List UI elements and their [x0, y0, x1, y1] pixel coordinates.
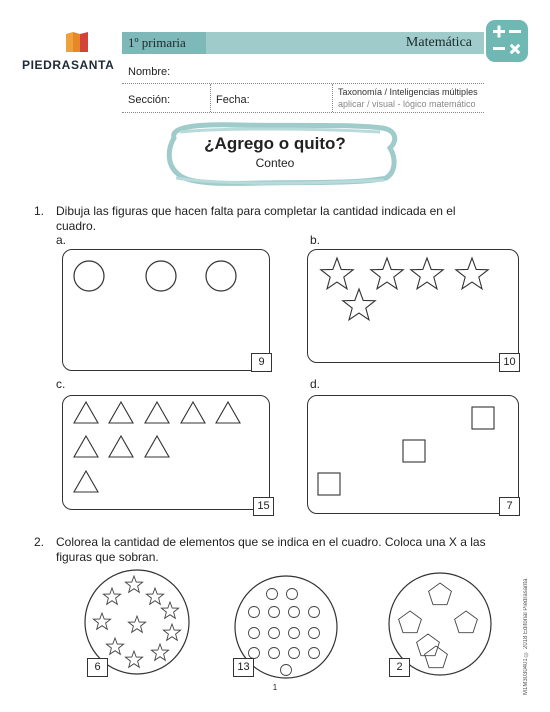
copyright-note: M1M3030401 © 2018 Editorial Piedrasanta: [523, 578, 529, 695]
circle-icon: [309, 628, 320, 639]
panel-letter: a.: [56, 233, 67, 247]
triangle-icon: [109, 436, 133, 457]
circle-icon: [309, 607, 320, 618]
triangle-icon: [74, 471, 98, 492]
triangle-icon: [74, 402, 98, 423]
star-icon: [125, 651, 142, 667]
divider: [332, 84, 333, 112]
triangle-icon: [181, 402, 205, 423]
square-shapes: [307, 395, 517, 512]
triangle-icon: [216, 402, 240, 423]
circle-icon: [249, 607, 260, 618]
triangle-shapes: [62, 395, 268, 508]
circle-icon: [309, 648, 320, 659]
taxonomy-title: Taxonomía / Inteligencias múltiples: [338, 87, 478, 97]
divider: [210, 84, 211, 112]
name-field[interactable]: [122, 83, 484, 84]
page-number: 1: [272, 683, 278, 692]
star-shapes: [307, 249, 517, 361]
star-icon: [411, 258, 443, 289]
page-subtitle: Conteo: [255, 156, 295, 170]
circle-icon: [269, 628, 280, 639]
target-count-box: 13: [233, 658, 254, 677]
star-icon: [163, 624, 180, 640]
star-icon: [321, 258, 353, 289]
question-text: Dibuja las figuras que hacen falta para completar la cantidad indicada en el cuadro.: [56, 204, 456, 233]
section-field[interactable]: [122, 112, 484, 113]
panel-letter: b.: [310, 233, 321, 247]
star-icon: [146, 588, 163, 604]
target-count-box: 9: [251, 353, 272, 372]
date-label: Fecha:: [216, 94, 250, 106]
triangle-icon: [109, 402, 133, 423]
circle-icon: [281, 665, 292, 676]
question-number: 2.: [34, 535, 45, 549]
star-icon: [161, 602, 178, 618]
pentagon-icon: [417, 634, 440, 656]
question-number: 1.: [34, 204, 45, 218]
triangle-icon: [145, 402, 169, 423]
pentagon-icon: [425, 646, 448, 668]
circle-icon: [289, 628, 300, 639]
target-count-box: 2: [389, 658, 410, 677]
star-icon: [151, 644, 168, 660]
circle-icon: [267, 589, 278, 600]
brand-name: PIEDRASANTA: [22, 58, 115, 72]
triangle-icon: [74, 436, 98, 457]
piedrasanta-logo-icon: [64, 30, 90, 54]
name-label: Nombre:: [128, 66, 171, 78]
taxonomy-values: aplicar / visual - lógico matemático: [338, 99, 476, 109]
target-count-box: 6: [87, 658, 108, 677]
triangle-icon: [145, 436, 169, 457]
circle-icon: [289, 648, 300, 659]
star-icon: [343, 289, 375, 320]
circle-icon: [249, 628, 260, 639]
title-brush-stroke: [160, 118, 400, 190]
panel-letter: c.: [56, 377, 66, 391]
circle-shapes: [62, 249, 268, 369]
pentagon-icon: [455, 611, 478, 633]
square-icon: [318, 473, 340, 495]
star-icon: [93, 613, 110, 629]
star-icon: [128, 616, 145, 632]
subject-label: Matemática: [405, 35, 472, 50]
target-count-box: 15: [253, 497, 274, 516]
grade-label: 1º primaria: [128, 35, 186, 50]
circle-icon: [74, 261, 104, 291]
circle-icon: [269, 648, 280, 659]
question-text: Colorea la cantidad de elementos que se indica en el cuadro. Coloca una X a las figuras que sobran.: [56, 535, 486, 564]
pentagon-icon: [399, 611, 422, 633]
circle-icon: [287, 589, 298, 600]
pentagon-icon: [429, 583, 452, 605]
circle-icon: [206, 261, 236, 291]
panel-letter: d.: [310, 377, 321, 391]
star-icon: [106, 638, 123, 654]
circle-icon: [289, 607, 300, 618]
star-icon: [125, 576, 142, 592]
target-count-box: 7: [499, 497, 520, 516]
target-count-box: 10: [499, 353, 520, 372]
star-icon: [456, 258, 488, 289]
circle-icon: [249, 648, 260, 659]
circle-icon: [269, 607, 280, 618]
square-icon: [472, 407, 494, 429]
math-operations-icon: [486, 20, 528, 62]
page-title: ¿Agrego o quito?: [204, 134, 346, 153]
circle-icon: [146, 261, 176, 291]
section-label: Sección:: [128, 94, 171, 106]
star-icon: [103, 588, 120, 604]
star-icon: [371, 258, 403, 289]
square-icon: [403, 440, 425, 462]
